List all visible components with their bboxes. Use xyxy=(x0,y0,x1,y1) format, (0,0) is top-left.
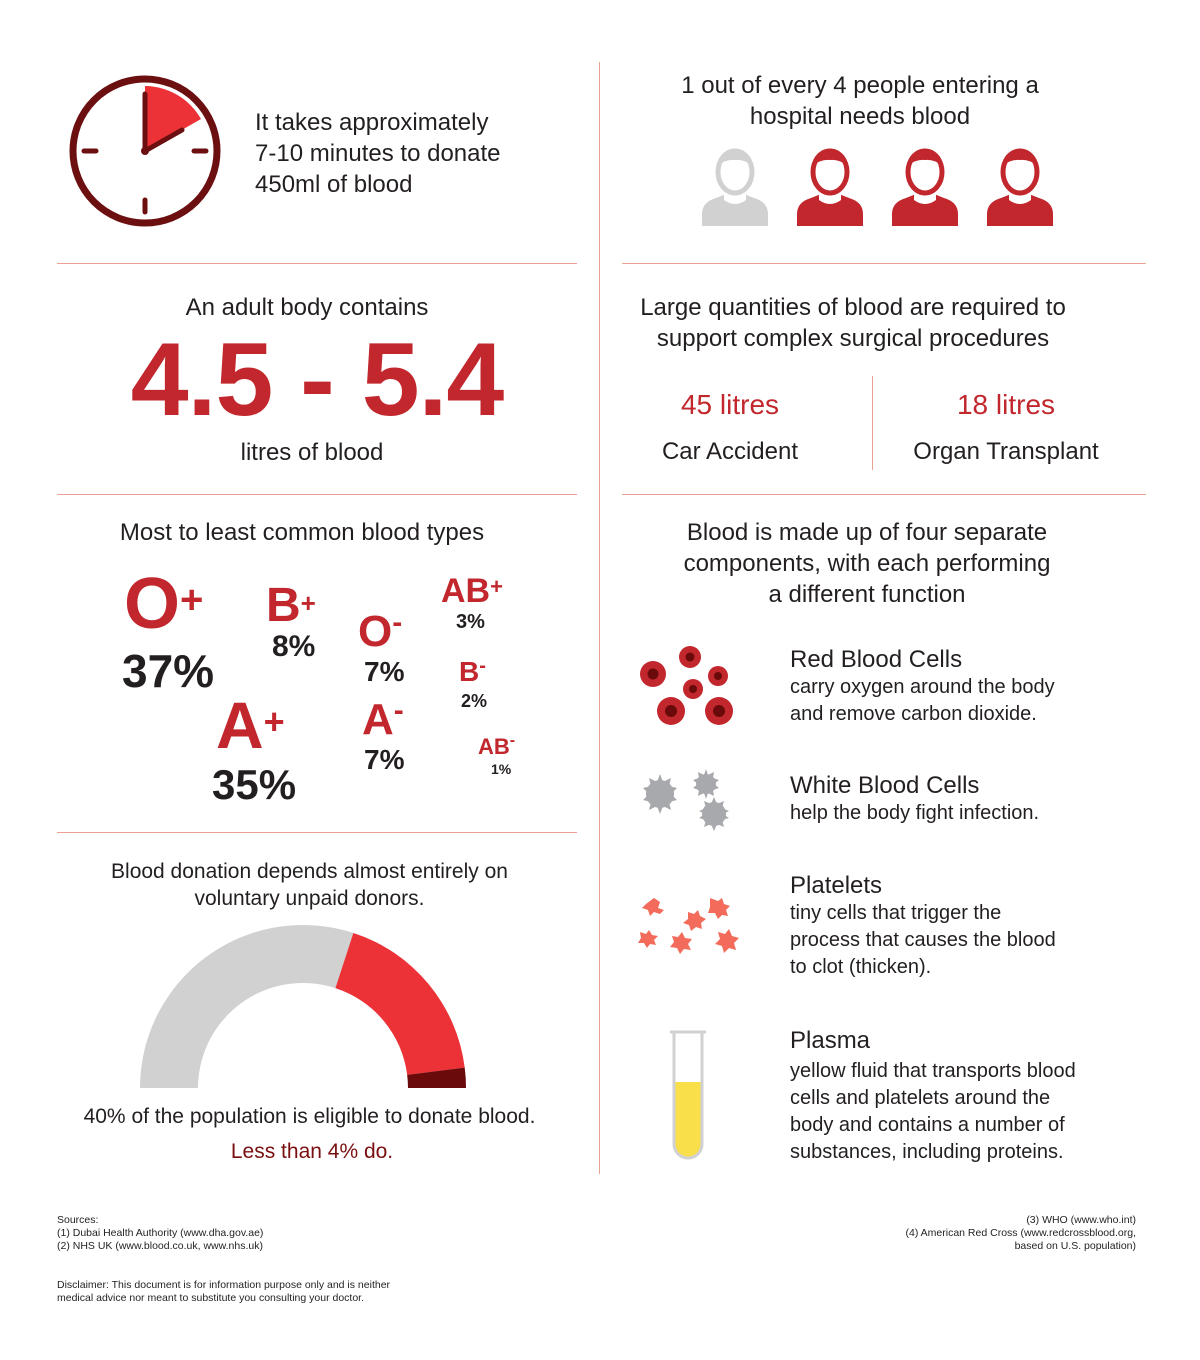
divider-right-2 xyxy=(622,494,1146,495)
person-gray-icon xyxy=(698,148,772,226)
source-item: (3) WHO (www.who.int) xyxy=(1026,1214,1136,1226)
sources-left xyxy=(57,1214,263,1253)
surgery-divider xyxy=(872,376,873,470)
components-line: components, with each performing xyxy=(683,550,1051,577)
blood-type-pct: 1% xyxy=(491,761,512,777)
blood-type-pct: 8% xyxy=(272,630,316,663)
blood-type-ab-positive xyxy=(441,574,503,608)
source-item: (2) NHS UK (www.blood.co.uk, www.nhs.uk) xyxy=(57,1240,263,1252)
blood-type-a-positive xyxy=(216,688,285,762)
test-tube-icon xyxy=(668,1030,708,1162)
person-red-icon xyxy=(983,148,1057,226)
donors-line: voluntary unpaid donors. xyxy=(194,887,425,910)
donors-line: Blood donation depends almost entirely on xyxy=(111,860,508,883)
adult-body-intro: An adult body contains xyxy=(185,294,429,321)
surgery-value: 18 litres xyxy=(956,389,1056,420)
adult-body-value: 4.5 - 5.4 xyxy=(130,322,504,438)
white-blood-cells-icon xyxy=(638,768,734,832)
donation-time-text xyxy=(255,107,501,200)
people-icons xyxy=(698,148,1058,228)
gauge-eligible-segment xyxy=(335,933,464,1075)
person-red-icon xyxy=(888,148,962,226)
blood-type-letter: O xyxy=(124,564,181,644)
platelets-icon xyxy=(632,892,744,964)
divider-left-3 xyxy=(57,832,577,833)
blood-type-ab-negative xyxy=(478,732,516,759)
component-desc: help the body fight infection. xyxy=(790,802,1040,824)
blood-type-sign: - xyxy=(393,694,404,727)
component-desc: yellow fluid that transports blood xyxy=(790,1060,1076,1082)
blood-type-letter: O xyxy=(358,607,393,656)
component-title: White Blood Cells xyxy=(790,772,980,799)
divider-left-1 xyxy=(57,263,577,264)
sources-heading: Sources: xyxy=(57,1214,99,1226)
source-item: (4) American Red Cross (www.redcrossblood.org, xyxy=(905,1227,1136,1239)
blood-type-o-negative xyxy=(358,606,403,656)
blood-type-letter: A xyxy=(362,695,394,744)
person-red-icon xyxy=(793,148,867,226)
hospital-need-text xyxy=(600,70,1120,132)
sources-right xyxy=(906,1214,1137,1253)
adult-body-unit: litres of blood xyxy=(240,439,384,466)
clock-icon xyxy=(66,72,224,230)
blood-type-letter: AB xyxy=(441,572,491,610)
component-desc: body and contains a number of xyxy=(790,1114,1065,1136)
component-white-blood-cells xyxy=(790,772,1039,827)
component-title: Red Blood Cells xyxy=(790,646,963,673)
surgery-text xyxy=(600,292,1106,354)
component-desc: carry oxygen around the body xyxy=(790,676,1055,698)
divider-right-1 xyxy=(622,263,1146,264)
component-title: Plasma xyxy=(790,1027,871,1054)
component-desc: to clot (thicken). xyxy=(790,956,932,978)
blood-type-sign: + xyxy=(300,588,316,618)
source-item: based on U.S. population) xyxy=(1014,1240,1136,1252)
blood-type-sign: + xyxy=(263,701,285,742)
blood-type-letter: AB xyxy=(478,734,510,759)
red-blood-cells-icon xyxy=(636,644,740,730)
donor-gauge xyxy=(138,922,468,1090)
blood-type-sign: + xyxy=(490,574,503,599)
blood-type-a-negative xyxy=(362,694,404,744)
component-red-blood-cells xyxy=(790,646,1055,728)
blood-type-letter: B xyxy=(459,656,480,687)
donation-time-line: It takes approximately xyxy=(255,109,489,136)
blood-type-sign: + xyxy=(180,578,204,622)
donation-time-line: 450ml of blood xyxy=(255,171,413,198)
surgery-item-car-accident xyxy=(630,389,830,468)
donors-text xyxy=(57,858,562,912)
surgery-label: Organ Transplant xyxy=(913,438,1099,465)
component-desc: process that causes the blood xyxy=(790,929,1056,951)
blood-type-sign: - xyxy=(479,655,486,677)
component-desc: and remove carbon dioxide. xyxy=(790,703,1037,725)
divider-left-2 xyxy=(57,494,577,495)
components-line: a different function xyxy=(768,581,966,608)
blood-type-pct: 3% xyxy=(456,611,485,633)
surgery-label: Car Accident xyxy=(661,438,799,465)
blood-type-letter: A xyxy=(216,688,264,762)
blood-type-pct: 7% xyxy=(364,656,405,687)
blood-type-sign: - xyxy=(392,606,403,639)
blood-types-title: Most to least common blood types xyxy=(119,519,485,546)
component-desc: substances, including proteins. xyxy=(790,1141,1064,1163)
blood-type-pct: 7% xyxy=(364,744,405,775)
component-title: Platelets xyxy=(790,872,883,899)
surgery-line: support complex surgical procedures xyxy=(656,325,1050,352)
hospital-need-line: hospital needs blood xyxy=(749,103,971,130)
blood-type-sign: - xyxy=(509,732,516,749)
blood-type-pct: 37% xyxy=(122,645,215,697)
component-desc: cells and platelets around the xyxy=(790,1087,1051,1109)
surgery-line: Large quantities of blood are required to xyxy=(640,294,1066,321)
surgery-item-organ-transplant xyxy=(886,389,1126,468)
source-item: (1) Dubai Health Authority (www.dha.gov.ae) xyxy=(57,1227,264,1239)
blood-type-letter: B xyxy=(266,579,301,632)
disclaimer-line: Disclaimer: This document is for information purpose only and is neither xyxy=(57,1279,391,1291)
donation-time-line: 7-10 minutes to donate xyxy=(255,140,501,167)
disclaimer xyxy=(57,1279,390,1305)
blood-type-pct: 35% xyxy=(212,761,297,808)
eligible-text: 40% of the population is eligible to donate blood. xyxy=(83,1105,536,1128)
disclaimer-line: medical advice nor meant to substitute you consulting your doctor. xyxy=(57,1292,365,1304)
center-divider xyxy=(599,62,600,1174)
component-plasma xyxy=(790,1027,1076,1166)
components-line: Blood is made up of four separate xyxy=(686,519,1048,546)
blood-type-b-positive xyxy=(266,579,316,632)
actual-donors-text: Less than 4% do. xyxy=(230,1140,394,1163)
hospital-need-line: 1 out of every 4 people entering a xyxy=(681,72,1039,99)
component-platelets xyxy=(790,872,1056,981)
blood-type-pct: 2% xyxy=(461,691,488,711)
components-intro xyxy=(600,517,1134,610)
surgery-value: 45 litres xyxy=(680,389,780,420)
blood-type-o-positive xyxy=(124,564,204,644)
component-desc: tiny cells that trigger the xyxy=(790,902,1002,924)
blood-type-b-negative xyxy=(459,655,486,687)
